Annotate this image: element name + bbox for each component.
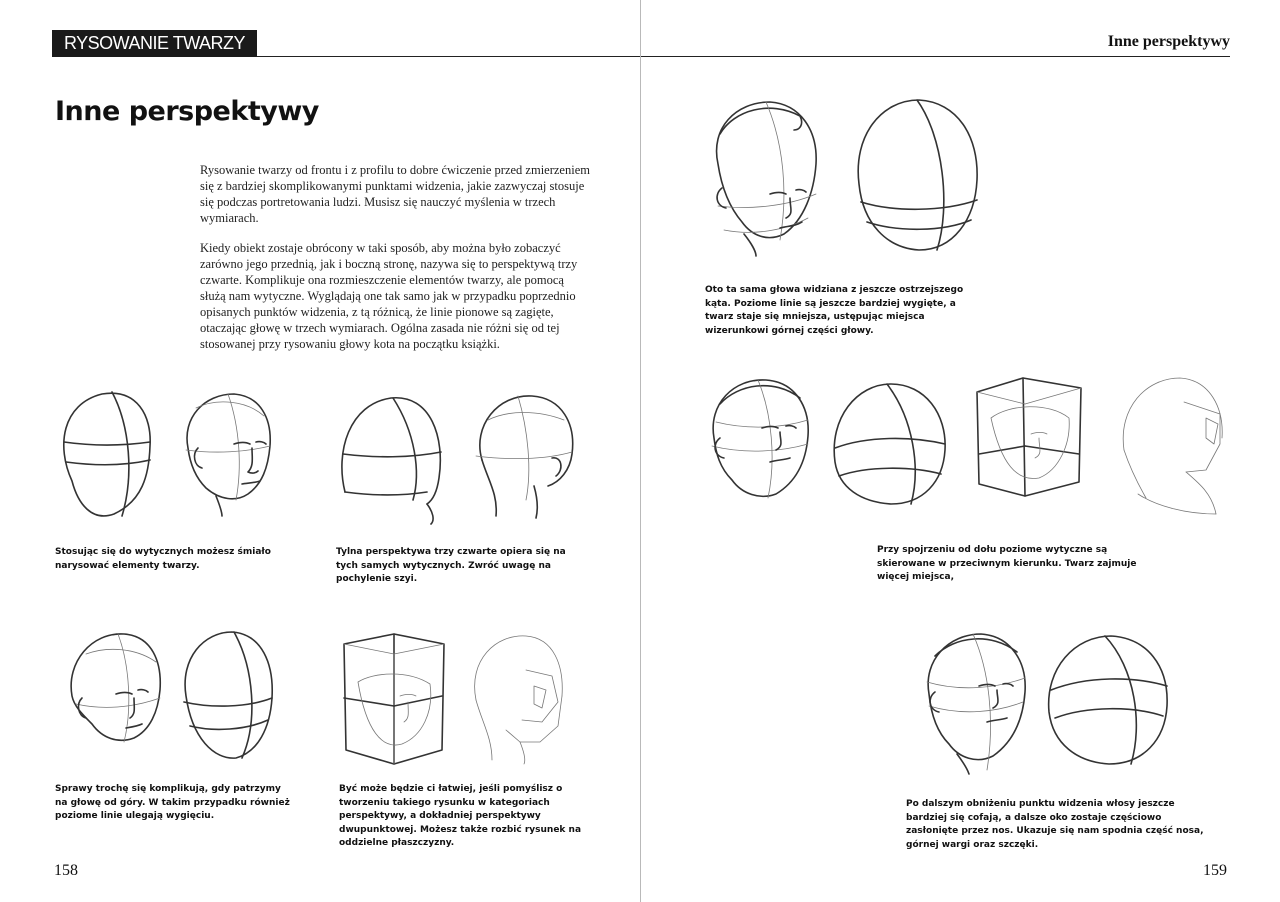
caption-three-quarter: Stosując się do wytycznych możesz śmiało narysować elementy twarzy. — [55, 547, 271, 571]
box-perspective-sketch-from-below — [973, 374, 1085, 498]
intro-paragraph-1: Rysowanie twarzy od frontu i z profilu to dobre ćwiczenie przed zmierzeniem się z bardziej skomplikowanymi punktami widzenia, jakie zazwyczaj stosuje się podczas portretowania ludzi. Musisz się nauczyć myślenia w trzech wymiarach. — [200, 163, 590, 225]
header-rule — [641, 56, 1230, 57]
right-page — [641, 0, 1280, 902]
page-number-left: 158 — [54, 862, 78, 879]
head-sketch-back-three-quarter — [468, 390, 578, 520]
face-sketch-three-quarter — [176, 388, 276, 518]
running-head: Inne perspektywy — [1107, 33, 1230, 50]
guideline-head-sketch-back — [335, 392, 447, 526]
page-title: Inne perspektywy — [55, 96, 319, 127]
box-perspective-sketch — [338, 632, 448, 768]
face-sketch-lower-view — [917, 630, 1033, 776]
section-label: RYSOWANIE TWARZY — [52, 30, 257, 57]
guideline-head-sketch-steeper-angle — [853, 96, 983, 256]
guideline-head-sketch-lower-view — [1043, 632, 1173, 768]
caption-from-above: Sprawy trochę się komplikują, gdy patrzymy na głowę od góry. W takim przypadku również poziome linie ulegają wygięciu. — [55, 784, 290, 821]
planes-head-sketch-from-below — [1116, 374, 1226, 520]
intro-text — [200, 162, 590, 352]
intro-paragraph-2: Kiedy obiekt zostaje obrócony w taki sposób, aby można było zobaczyć zarówno jego przednią, jak i boczną stronę, nazywa się to perspektywą trzy czwarte. Komplikuje ona rozmieszczenie elementów twarzy, ale pomocą służą nam wytyczne. Wyglądają one tak samo jak w przypadku poprzednio opisanych punktów widzenia, z tą różnicą, że linie pionowe są zagięte, otaczając głowę w trzech wymiarach. Ogólna zasada nie różni się od tej stosowanej przy rysowaniu głowy kota na początku książki. — [200, 241, 578, 351]
guideline-head-sketch-from-below — [827, 378, 951, 508]
caption-back-three-quarter: Tylna perspektywa trzy czwarte opiera się na tych samych wytycznych. Zwróć uwagę na pochylenie szyi. — [336, 547, 566, 584]
planes-head-sketch — [466, 630, 566, 766]
face-sketch-from-above — [62, 626, 166, 760]
face-sketch-from-below — [704, 374, 814, 504]
page-number-right: 159 — [1203, 862, 1227, 879]
caption-from-below: Przy spojrzeniu od dołu poziome wytyczne są skierowane w przeciwnym kierunku. Twarz zajmuje więcej miejsca, — [877, 545, 1137, 582]
caption-box-planes: Być może będzie ci łatwiej, jeśli pomyślisz o tworzeniu takiego rysunku w kategoriach perspektywy, a dokładniej perspektywy dwupunktowej. Możesz także rozbić rysunek na oddzielne płaszczyzny. — [339, 784, 582, 848]
caption-steeper-angle: Oto ta sama głowa widziana z jeszcze ostrzejszego kąta. Poziome linie są jeszcze bardziej wygięte, a twarz staje się mniejsza, ustępując miejsca wizerunkowi górnej części głowy. — [705, 285, 964, 336]
guideline-head-sketch-from-above — [180, 628, 276, 762]
guideline-head-sketch-three-quarter — [52, 386, 162, 526]
face-sketch-steeper-angle — [704, 94, 824, 258]
caption-lower-view: Po dalszym obniżeniu punktu widzenia włosy jeszcze bardziej się cofają, a dalsze oko zostaje częściowo zasłonięte przez nos. Ukazuje się nam spodnia część nosa, górnej wargi oraz szczęki. — [906, 799, 1204, 850]
